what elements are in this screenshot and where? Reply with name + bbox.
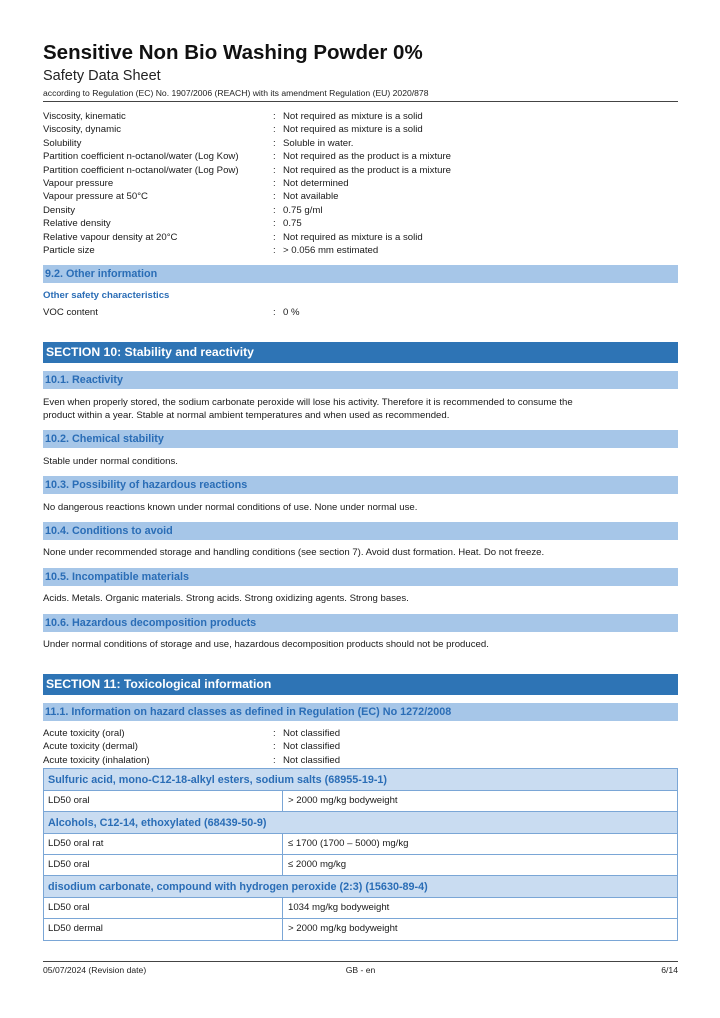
property-row <box>43 217 678 230</box>
table-cell-endpoint: LD50 oral <box>44 791 283 811</box>
property-value: Soluble in water. <box>283 137 354 149</box>
incompatible-materials-text: Acids. Metals. Organic materials. Strong acids. Strong oxidizing agents. Strong bases. <box>43 593 409 604</box>
voc-list <box>43 306 678 319</box>
voc-value: 0 % <box>283 307 300 318</box>
property-separator: : <box>273 191 276 203</box>
property-row <box>43 164 678 177</box>
property-value: Not determined <box>283 177 349 189</box>
property-label: Vapour pressure at 50°C <box>43 191 148 203</box>
property-label: Acute toxicity (inhalation) <box>43 754 150 766</box>
table-row <box>44 791 677 812</box>
acute-toxicity-list <box>43 727 678 767</box>
property-value: Not available <box>283 191 339 203</box>
subsection-9-2-header: 9.2. Other information <box>43 265 678 283</box>
property-separator: : <box>273 218 276 230</box>
document-title: Sensitive Non Bio Washing Powder 0% <box>43 41 423 64</box>
section-11-header: SECTION 11: Toxicological information <box>43 674 678 695</box>
property-row <box>43 123 678 136</box>
property-separator: : <box>273 151 276 163</box>
property-row <box>43 110 678 123</box>
property-row <box>43 740 678 753</box>
reactivity-text-line: Even when properly stored, the sodium carbonate peroxide will lose his activity. Therefore it is recommended to consume the <box>43 397 573 408</box>
property-label: Acute toxicity (dermal) <box>43 741 138 753</box>
table-row <box>44 834 677 855</box>
property-value: Not classified <box>283 754 341 766</box>
subsection-10-4-header: 10.4. Conditions to avoid <box>43 522 678 540</box>
property-separator: : <box>273 204 276 216</box>
table-substance-heading: disodium carbonate, compound with hydrogen peroxide (2:3) (15630-89-4) <box>44 876 677 898</box>
property-separator: : <box>273 164 276 176</box>
header-divider <box>43 101 678 102</box>
property-separator: : <box>273 177 276 189</box>
subsection-10-5-header: 10.5. Incompatible materials <box>43 568 678 586</box>
table-substance-heading: Sulfuric acid, mono-C12-18-alkyl esters, sodium salts (68955-19-1) <box>44 769 677 791</box>
other-safety-characteristics-label: Other safety characteristics <box>43 290 170 301</box>
property-value: Not classified <box>283 728 341 739</box>
document-subtitle: Safety Data Sheet <box>43 68 161 84</box>
property-row <box>43 244 678 257</box>
revision-date: 05/07/2024 (Revision date) <box>43 965 147 975</box>
property-label: Viscosity, kinematic <box>43 111 126 122</box>
property-value: 0.75 g/ml <box>283 204 323 216</box>
table-cell-value: ≤ 1700 (1700 – 5000) mg/kg <box>288 838 409 849</box>
property-label: Vapour pressure <box>43 177 114 189</box>
property-label: Density <box>43 204 75 216</box>
property-value: Not classified <box>283 741 341 753</box>
property-separator: : <box>273 307 276 318</box>
property-label: Particle size <box>43 244 95 256</box>
chemical-stability-text: Stable under normal conditions. <box>43 456 178 467</box>
property-value: Not required as mixture is a solid <box>283 111 423 122</box>
property-row <box>43 204 678 217</box>
property-row <box>43 231 678 244</box>
property-value: Not required as mixture is a solid <box>283 124 423 136</box>
property-separator: : <box>273 754 276 766</box>
table-substance-heading: Alcohols, C12-14, ethoxylated (68439-50-9) <box>44 812 677 834</box>
property-label: Acute toxicity (oral) <box>43 728 125 739</box>
property-row <box>43 190 678 203</box>
conditions-to-avoid-text: None under recommended storage and handling conditions (see section 7). Avoid dust formation. Heat. Do not freeze. <box>43 547 545 558</box>
property-label: Relative vapour density at 20°C <box>43 231 178 243</box>
table-row <box>44 898 677 919</box>
subsection-11-1-header: 11.1. Information on hazard classes as defined in Regulation (EC) No 1272/2008 <box>43 703 678 721</box>
table-row <box>44 855 677 876</box>
property-separator: : <box>273 111 276 122</box>
reactivity-text <box>43 396 678 423</box>
property-row <box>43 137 678 150</box>
property-row <box>43 177 678 190</box>
table-row <box>44 919 677 940</box>
property-value: > 0.056 mm estimated <box>283 244 379 256</box>
hazardous-reactions-text: No dangerous reactions known under normal conditions of use. None under normal use. <box>43 502 418 513</box>
property-row <box>43 150 678 163</box>
page-number: 6/14 <box>661 965 678 975</box>
subsection-10-3-header: 10.3. Possibility of hazardous reactions <box>43 476 678 494</box>
property-separator: : <box>273 728 276 739</box>
physical-properties-list <box>43 110 678 257</box>
toxicology-table <box>43 768 678 941</box>
voc-label: VOC content <box>43 307 98 318</box>
property-label: Partition coefficient n-octanol/water (Log Pow) <box>43 164 239 176</box>
subsection-10-6-header: 10.6. Hazardous decomposition products <box>43 614 678 632</box>
table-cell-endpoint: LD50 oral <box>44 898 283 918</box>
subsection-10-2-header: 10.2. Chemical stability <box>43 430 678 448</box>
property-value: 0.75 <box>283 218 302 230</box>
decomposition-products-text: Under normal conditions of storage and use, hazardous decomposition products should not be produced. <box>43 639 489 650</box>
property-label: Solubility <box>43 137 82 149</box>
locale-label: GB - en <box>345 965 376 975</box>
property-separator: : <box>273 244 276 256</box>
property-row <box>43 754 678 767</box>
property-separator: : <box>273 231 276 243</box>
section-10-header: SECTION 10: Stability and reactivity <box>43 342 678 363</box>
footer-divider <box>43 961 678 962</box>
property-separator: : <box>273 124 276 136</box>
table-cell-endpoint: LD50 oral rat <box>44 834 283 854</box>
subsection-10-1-header: 10.1. Reactivity <box>43 371 678 389</box>
property-separator: : <box>273 741 276 753</box>
regulation-note: according to Regulation (EC) No. 1907/2006 (REACH) with its amendment Regulation (EU) 2020/878 <box>43 88 429 98</box>
table-cell-endpoint: LD50 dermal <box>44 919 283 940</box>
property-value: Not required as mixture is a solid <box>283 231 423 243</box>
table-cell-value: ≤ 2000 mg/kg <box>288 859 347 870</box>
table-cell-endpoint: LD50 oral <box>44 855 283 875</box>
property-row <box>43 727 678 740</box>
table-cell-value: > 2000 mg/kg bodyweight <box>288 923 398 934</box>
reactivity-text-line: product within a year. Stable at normal ambient temperatures and when used as recommended. <box>43 410 450 422</box>
table-cell-value: > 2000 mg/kg bodyweight <box>288 795 398 806</box>
property-label: Partition coefficient n-octanol/water (Log Kow) <box>43 151 239 163</box>
property-value: Not required as the product is a mixture <box>283 164 451 176</box>
property-value: Not required as the product is a mixture <box>283 151 451 163</box>
property-label: Viscosity, dynamic <box>43 124 122 136</box>
property-separator: : <box>273 137 276 149</box>
table-cell-value: 1034 mg/kg bodyweight <box>288 902 390 913</box>
property-row <box>43 306 678 319</box>
property-label: Relative density <box>43 218 111 230</box>
